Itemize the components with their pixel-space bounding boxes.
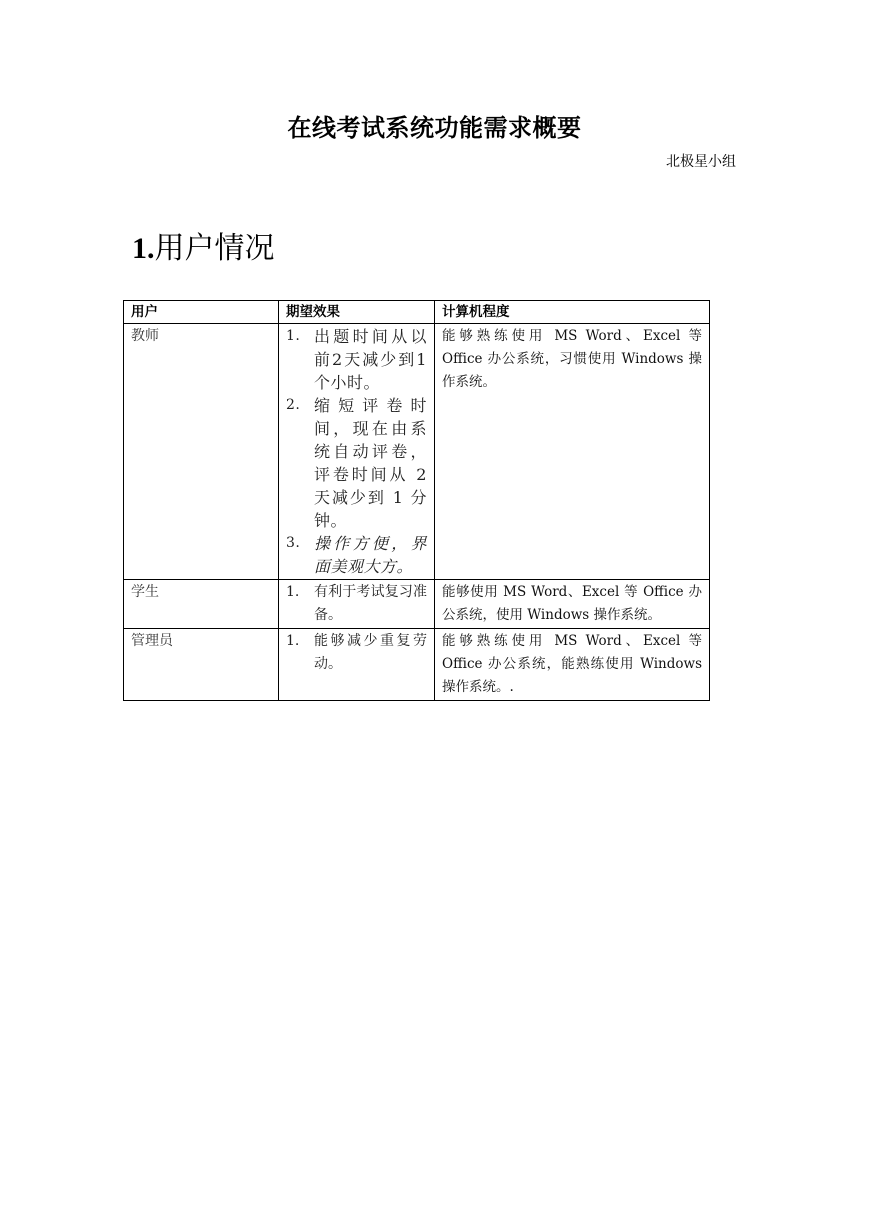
table-row [124,629,710,701]
header-expected-effect: 期望效果 [279,301,435,324]
effect-number: 3. [286,535,301,551]
author-name: 北极星小组 [666,154,736,170]
skill-cell [435,580,710,629]
effect-cell [279,324,435,580]
effect-number: 2. [286,397,301,413]
effect-number: 1. [286,584,300,600]
skill-text: 能够熟练使用 MS Word、Excel 等 Office 办公系统，能熟练使用 Windows 操作系统。. [442,633,702,695]
skill-cell [435,324,710,580]
skill-cell [435,629,710,701]
skill-text: 能够使用 MS Word、Excel 等 Office 办公系统，使用 Windows 操作系统。 [442,584,702,623]
user-cell [124,629,279,701]
effect-text: 有利于考试复习准备。 [314,584,427,623]
effect-number: 1. [286,633,300,649]
document-title: 在线考试系统功能需求概要 [287,114,582,142]
effect-list [286,630,427,676]
user-table [123,300,710,701]
effect-text: 操作方便，界面美观大方。 [314,534,427,576]
effect-list [286,325,427,578]
effect-number: 1. [286,328,301,344]
user-cell [124,580,279,629]
effect-item [286,394,427,532]
effect-text: 缩短评卷时间，现在由系统自动评卷，评卷时间从 2 天减少到 1 分钟。 [314,396,427,530]
section-number: 1. [132,232,155,265]
header-user: 用户 [124,301,279,324]
effect-item [286,325,427,394]
user-name: 学生 [131,584,159,600]
section-title: 用户情况 [154,231,275,266]
user-name: 教师 [131,328,159,344]
effect-item [286,581,427,627]
header-computer-skill: 计算机程度 [435,301,710,324]
effect-text: 出题时间从以前2天减少到1个小时。 [314,327,427,392]
table-row [124,580,710,629]
effect-item [286,532,427,578]
section-heading [132,228,275,270]
table-row [124,324,710,580]
effect-list [286,581,427,627]
user-name: 管理员 [131,633,173,649]
skill-text: 能够熟练使用 MS Word、Excel 等 Office 办公系统，习惯使用 Windows 操作系统。 [442,328,702,390]
effect-text: 能够减少重复劳动。 [314,633,427,672]
table-header-row [124,301,710,324]
effect-cell [279,580,435,629]
effect-item [286,630,427,676]
user-cell [124,324,279,580]
effect-cell [279,629,435,701]
